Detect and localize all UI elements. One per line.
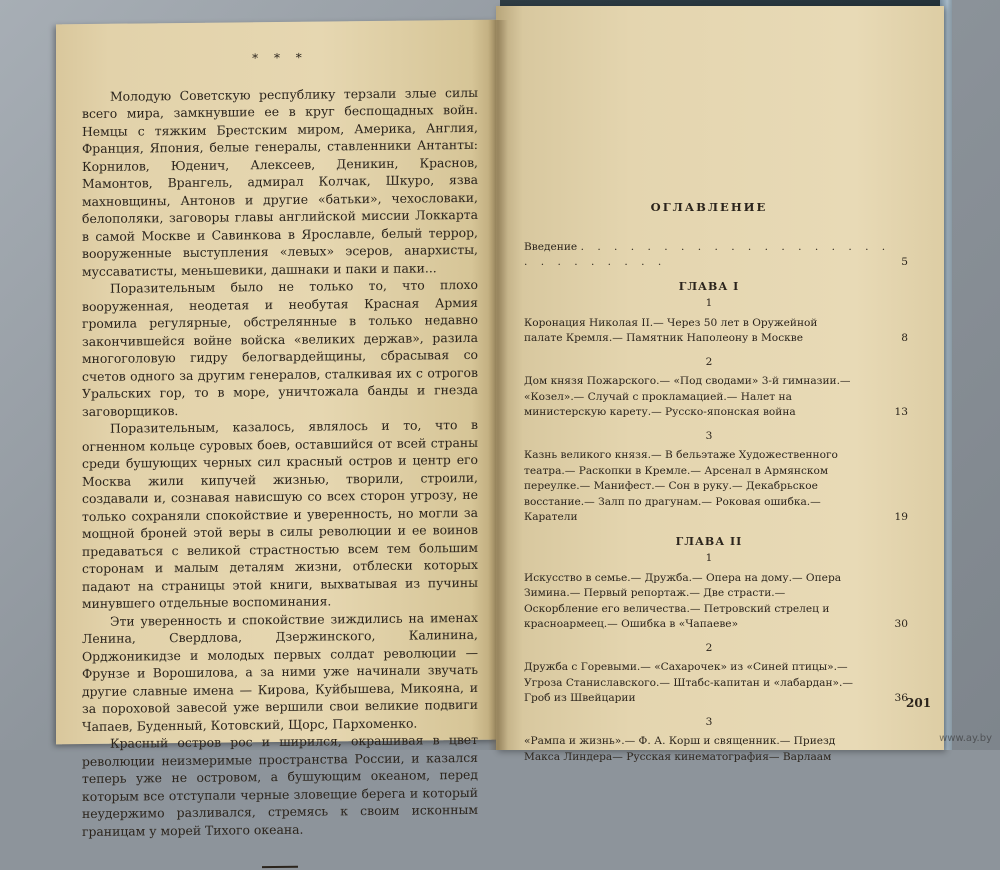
section-number: 1 bbox=[705, 297, 713, 309]
paragraph: Молодую Советскую республику терзали злые силы всего мира, замкнувшие ее в круг беспощадных войн. Немцы с тяжким Брестским миром, Америка, Англия, Франция, Япония, белые генералы, ставленники Антанты: Корнилов, Юденич, Алексеев, Деникин, Краснов, Мамонтов, Врангель, адмирал Колчак, Шкуро, язва махновщины, Антонов и другие «батьки», чехословаки, белополяки, заговоры главы английской миссии Локкарта в самой Москве и Савинкова в Ярославле, белый террор, вооруженные выступления «левых» эсеров, анархисты, муссаватисты, меньшевики, дашнаки и паки и паки... bbox=[82, 84, 478, 279]
paragraph: Красный остров рос и ширился, окрашивая в цвет революции неизмеримые пространства России, и казался теперь уже не островом, а бушующим океаном, перед которым все отступали черные зловещие берега и который неудержимо разливался, стремясь к своим исконным границам у морей Тихого океана. bbox=[82, 731, 478, 839]
toc-page-number: 8 bbox=[901, 332, 908, 344]
toc-page-number: 5 bbox=[901, 256, 908, 268]
toc-entry-text: Введение bbox=[524, 240, 578, 253]
section-stars: * * * bbox=[252, 50, 308, 66]
toc-page-number: 36 bbox=[894, 692, 908, 704]
toc-page-number: 13 bbox=[894, 406, 908, 418]
chapter-heading: ГЛАВА I bbox=[678, 279, 740, 293]
right-page bbox=[496, 6, 944, 763]
toc-title: ОГЛАВЛЕНИЕ bbox=[650, 200, 768, 214]
watermark: www.ay.by bbox=[939, 733, 992, 744]
section-number: 1 bbox=[705, 552, 713, 564]
table-of-contents bbox=[524, 200, 908, 773]
toc-entry[interactable] bbox=[524, 374, 908, 421]
toc-entry-text: Дружба с Горевыми.— «Сахарочек» из «Синей птицы».— Угроза Станиславского.— Штабс-капитан и «лабардан».— Гроб из Швейцарии bbox=[524, 661, 853, 704]
toc-page-number: 19 bbox=[894, 511, 908, 523]
section-number: 2 bbox=[705, 641, 713, 654]
end-rule bbox=[262, 866, 298, 868]
toc-entry-text: «Рампа и жизнь».— Ф. А. Корш и священник.— Приезд Макса Линдера— Русская кинематография— Варлаам bbox=[524, 735, 836, 763]
page-number: 201 bbox=[906, 696, 932, 710]
toc-entry-intro[interactable]: Введение . . . . . . . . . . . . . . . . . . . . . . . . . . . . 5 bbox=[524, 240, 894, 271]
section-number: 3 bbox=[705, 429, 713, 442]
paragraph: Поразительным было не только то, что плохо вооруженная, неодетая и необутая Красная Армия громила регулярные, обстрелянные в только недавно закончившейся войне войска «великих держав», разила многоголовую гидру белогвардейщины, сбрасывая со счетов одного за другим генералов, сталкивая их с отрогов Уральских гор, то в море, уничтожала банды и гнезда заговорщиков. bbox=[82, 276, 478, 419]
section-number: 2 bbox=[705, 355, 713, 368]
chapter-heading: ГЛАВА II bbox=[675, 534, 743, 548]
toc-entry[interactable] bbox=[524, 571, 908, 633]
toc-entry[interactable] bbox=[524, 316, 908, 347]
book-gutter bbox=[488, 20, 508, 750]
toc-entry[interactable] bbox=[524, 448, 908, 526]
left-page bbox=[56, 20, 498, 839]
toc-entry-text: Казнь великого князя.— В бельэтаже Художественного театра.— Раскопки в Кремле.— Арсенал в Армянском переулке.— Манифест.— Сон в руку.— Декабрьское восстание.— Залп по драгунам.— Роковая ошибка.— Каратели bbox=[524, 449, 838, 523]
toc-entry-text: Коронация Николая II.— Через 50 лет в Оружейной палате Кремля.— Памятник Наполеону в Москве bbox=[524, 316, 818, 344]
section-number: 3 bbox=[705, 715, 713, 728]
toc-entry-text: Искусство в семье.— Дружба.— Опера на дому.— Опера Зимина.— Первый репортаж.— Две страсти.— Оскорбление его величества.— Петровский стрелец и красноармеец.— Ошибка в «Чапаеве» bbox=[524, 571, 842, 630]
toc-entry[interactable] bbox=[524, 660, 908, 707]
paragraph: Поразительным, казалось, являлось и то, что в огненном кольце суровых боев, оставшийся от всей страны среди бушующих черных сил красный остров и центр его Москва жили кипучей жизнью, творили, строили, создавали и, сознавая нависшую со всех сторон угрозу, не только сохраняли спокойствие и уверенность, но могли за мощной броней этой веры в силы революции и ее воинов предаваться с великой страстностью всем тем большим сторонам и малым деталям жизни, отблески которых падают на страницы этой книги, выхватывая из пучины минувшего отдельные воспоминания. bbox=[82, 416, 478, 612]
toc-entry-text: Дом князя Пожарского.— «Под сводами» 3-й гимназии.— «Козел».— Случай с прокламацией.— Налет на министерскую карету.— Русско-японская война bbox=[524, 375, 851, 418]
paragraph: Эти уверенность и спокойствие зиждились на именах Ленина, Свердлова, Дзержинского, Калинина, Орджоникидзе и молодых первых солдат революции — Фрунзе и Ворошилова, а за ними уже начинали звучать другие славные имена — Кирова, Куйбышева, Микояна, и за пороховой завесой уже вершили свои великие подвиги Чапаев, Буденный, Котовский, Щорс, Пархоменко. bbox=[82, 609, 478, 734]
toc-page-number: 30 bbox=[894, 618, 908, 630]
left-page-text bbox=[82, 48, 478, 870]
